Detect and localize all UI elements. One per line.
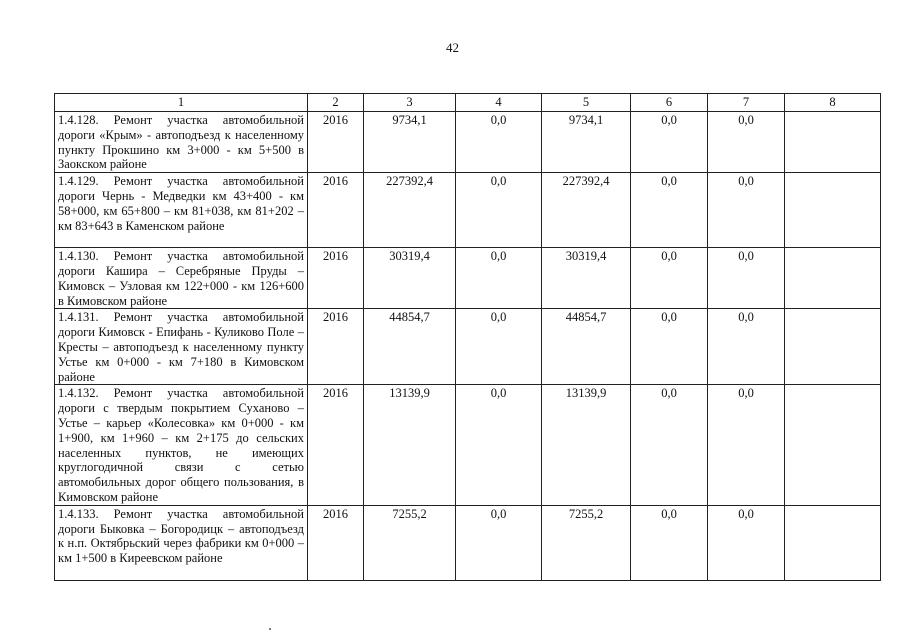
row-col8-value — [785, 173, 881, 248]
row-col7-value: 0,0 — [708, 309, 785, 385]
row-col7-value: 0,0 — [708, 505, 785, 580]
row-year: 2016 — [308, 173, 364, 248]
column-header-7: 7 — [708, 94, 785, 112]
row-col6-value: 0,0 — [631, 173, 708, 248]
row-col5-value: 44854,7 — [542, 309, 631, 385]
row-col8-value — [785, 248, 881, 309]
row-year: 2016 — [308, 385, 364, 505]
scan-speck — [269, 628, 271, 630]
row-col4-value: 0,0 — [456, 309, 542, 385]
table-row — [55, 309, 881, 385]
row-col8-value — [785, 505, 881, 580]
row-description: 1.4.128. Ремонт участка автомобильной дороги «Крым» - автоподъезд к населенному пункту Прокшино км 3+000 - км 5+500 в Заокском районе — [55, 112, 308, 173]
row-col4-value: 0,0 — [456, 248, 542, 309]
row-year: 2016 — [308, 248, 364, 309]
table-row — [55, 248, 881, 309]
column-header-1: 1 — [55, 94, 308, 112]
row-col3-value: 44854,7 — [364, 309, 456, 385]
row-col6-value: 0,0 — [631, 309, 708, 385]
row-description: 1.4.133. Ремонт участка автомобильной дороги Быковка – Богородицк – автоподъезд к н.п. Октябрьский через фабрики км 0+000 – км 1+500 в Киреевском районе — [55, 505, 308, 580]
row-description: 1.4.129. Ремонт участка автомобильной дороги Чернь - Медведки км 43+400 - км 58+000, км 65+800 – км 81+038, км 81+202 – км 83+643 в Каменском районе — [55, 173, 308, 248]
row-col8-value — [785, 309, 881, 385]
row-col8-value — [785, 385, 881, 505]
table-row — [55, 112, 881, 173]
table-row — [55, 505, 881, 580]
row-col7-value: 0,0 — [708, 248, 785, 309]
column-header-8: 8 — [785, 94, 881, 112]
row-col7-value: 0,0 — [708, 112, 785, 173]
page-number: 42 — [446, 40, 459, 55]
row-col5-value: 13139,9 — [542, 385, 631, 505]
table-row — [55, 173, 881, 248]
row-col4-value: 0,0 — [456, 385, 542, 505]
row-col4-value: 0,0 — [456, 173, 542, 248]
column-header-5: 5 — [542, 94, 631, 112]
row-col5-value: 227392,4 — [542, 173, 631, 248]
row-col4-value: 0,0 — [456, 505, 542, 580]
row-col3-value: 7255,2 — [364, 505, 456, 580]
row-year: 2016 — [308, 309, 364, 385]
row-col6-value: 0,0 — [631, 505, 708, 580]
row-col5-value: 9734,1 — [542, 112, 631, 173]
row-description: 1.4.132. Ремонт участка автомобильной дороги с твердым покрытием Суханово – Устье – карьер «Колесовка» км 0+000 - км 1+900, км 1+960 – км 2+175 до сельских населенных пунктов, не имеющих круглогодичной связи с сетью автомобильных дорог общего пользования, в Кимовском районе — [55, 385, 308, 505]
row-col5-value: 30319,4 — [542, 248, 631, 309]
row-col3-value: 9734,1 — [364, 112, 456, 173]
row-year: 2016 — [308, 505, 364, 580]
column-header-4: 4 — [456, 94, 542, 112]
row-description: 1.4.131. Ремонт участка автомобильной дороги Кимовск - Епифань - Куликово Поле – Кресты – автоподъезд к населенному пункту Устье км 0+000 - км 7+180 в Кимовском районе — [55, 309, 308, 385]
row-col3-value: 227392,4 — [364, 173, 456, 248]
row-description: 1.4.130. Ремонт участка автомобильной дороги Кашира – Серебряные Пруды – Кимовск – Узловая км 122+000 - км 126+600 в Кимовском районе — [55, 248, 308, 309]
row-year: 2016 — [308, 112, 364, 173]
road-repair-table — [54, 93, 881, 581]
column-header-6: 6 — [631, 94, 708, 112]
row-col7-value: 0,0 — [708, 385, 785, 505]
row-col8-value — [785, 112, 881, 173]
column-header-2: 2 — [308, 94, 364, 112]
row-col6-value: 0,0 — [631, 248, 708, 309]
row-col4-value: 0,0 — [456, 112, 542, 173]
row-col3-value: 30319,4 — [364, 248, 456, 309]
table-row — [55, 385, 881, 505]
row-col7-value: 0,0 — [708, 173, 785, 248]
table-header-row — [55, 94, 881, 112]
row-col6-value: 0,0 — [631, 112, 708, 173]
row-col6-value: 0,0 — [631, 385, 708, 505]
column-header-3: 3 — [364, 94, 456, 112]
row-col3-value: 13139,9 — [364, 385, 456, 505]
row-col5-value: 7255,2 — [542, 505, 631, 580]
